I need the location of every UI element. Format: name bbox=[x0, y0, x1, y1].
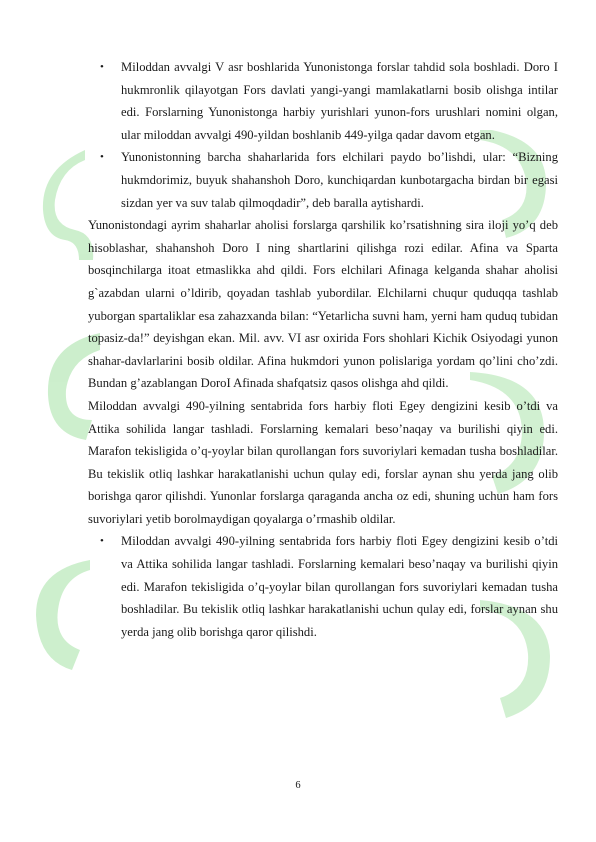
bullet-mark: • bbox=[100, 61, 104, 73]
bullet-item bbox=[88, 530, 558, 643]
bullet-mark: • bbox=[100, 151, 104, 164]
bullet-text: Yunonistonning barcha shaharlarida fors elchilari paydo bo’lishdi, ular: “Bizning hukmdorimiz, buyuk shahanshoh Doro, kunchiqardan kunbotargacha birdan bir egasi sizdan yer va suv talab qilmoqdadir”, deb baralla aytishardi. bbox=[121, 150, 558, 210]
bullet-item bbox=[88, 56, 558, 146]
paragraph: Miloddan avvalgi 490-yilning sentabrida fors harbiy floti Egey dengizini kesib o’tdi va Attika sohilida langar tashladi. Forslarning kemalari beso’naqay va burilishi qiyin edi. Marafon tekisligida o’q-yoylar bilan qurollangan fors suvoriylari kemadan tusha boshladilar. Bu tekislik otliq lashkar harakatlanishi uchun qulay edi, forslar aynan shu yerda jang olib borishga qaror qilishdi. Yunonlar forslarga qaraganda ancha oz edi, shuning uchun ham fors suvoriylari yetib borolmaydigan qoyalarga o’rmashib oldilar. bbox=[88, 398, 558, 526]
bullet-item bbox=[88, 146, 558, 214]
bullet-text: Miloddan avvalgi V asr boshlarida Yunonistonga forslar tahdid sola boshladi. Doro I hukmronlik qilayotgan Fors davlati yangi-yangi mamlakatlarni bosib olishga intilar edi. Forslarning Yunonistonga harbiy yurishlari yunon-fors urushlari nomini olgan, ular miloddan avvalgi 490-yildan boshlanib 449-yilga qadar davom etgan. bbox=[121, 60, 558, 142]
bullet-mark: • bbox=[100, 535, 104, 548]
document-body bbox=[88, 56, 558, 643]
bullet-text: Miloddan avvalgi 490-yilning sentabrida fors harbiy floti Egey dengizini kesib o’tdi va Attika sohilida langar tashladi. Forslarning kemalari beso’naqay va burilishi qiyin edi. Marafon tekisligida o’q-yoylar bilan qurollangan fors suvoriylari kemadan tusha boshladilar. Bu tekislik otliq lashkar harakatlanishi uchun qulay edi, forslar aynan shu yerda jang olib borishga qaror qilishdi. bbox=[121, 534, 558, 639]
paragraph: Yunonistondagi ayrim shaharlar aholisi forslarga qarshilik ko’rsatishning sira iloji yo’q deb hisoblashar, shahanshoh Doro I ning shartlarini qilishga rozi edilar. Afina va Sparta bosqinchilarga itoat etmaslikka ahd qildi. Fors elchilari Afinaga kelganda shahar aholisi g`azabdan ularni o’ldirib, qoyadan tashlab yubordilar. Elchilarni chuqur quduqqa tashlab yuborgan spartaliklar esa zahazxanda bilan: “Yetarlicha suvni ham, yerni ham quduq tubidan topasiz-da!” deyishgan ekan. Mil. avv. VI asr oxirida Fors shohlari Kichik Osiyodagi yunon shahar-davlarlarini bosib oldilar. Afina hukmdori yunon polislariga yordam qo’lini cho’zdi. Bundan g’azablangan DoroI Afinada shafqatsiz qasos olishga ahd qildi. bbox=[88, 218, 558, 391]
page-number: 6 bbox=[295, 780, 301, 791]
